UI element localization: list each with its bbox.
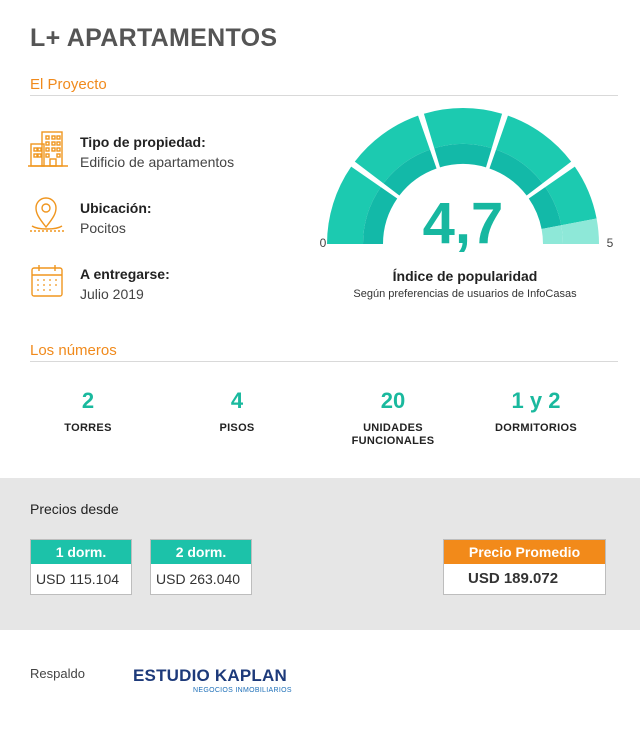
price-value: USD 263.040	[156, 571, 241, 587]
stat-floors	[177, 388, 297, 435]
logo-sub-text: NEGOCIOS INMOBILIARIOS	[193, 687, 292, 694]
price-2-bedroom	[150, 539, 252, 595]
popularity-gauge	[300, 104, 630, 264]
gauge-segment	[424, 108, 502, 148]
stat-value: 2	[81, 388, 95, 413]
property-type-label: Tipo de propiedad:	[80, 134, 206, 150]
average-price-header: Precio Promedio	[444, 540, 605, 564]
stat-value: 4	[230, 388, 244, 413]
price-value: USD 115.104	[36, 571, 120, 587]
section-heading-numbers: Los números	[30, 342, 117, 359]
stat-label: PISOS	[219, 422, 255, 434]
gauge-min-label: 0	[319, 236, 327, 250]
price-header: 2 dorm.	[151, 540, 251, 564]
estudio-kaplan-logo	[133, 666, 292, 695]
location-row	[28, 196, 288, 236]
average-price-value: USD 189.072	[468, 570, 559, 587]
location-label: Ubicación:	[80, 200, 152, 216]
delivery-label: A entregarse:	[80, 266, 170, 282]
gauge-value: 4,7	[422, 191, 504, 256]
stat-label: UNIDADES FUNCIONALES	[351, 422, 435, 447]
prices-label: Precios desde	[30, 501, 119, 517]
logo-main-text: ESTUDIO KAPLAN	[133, 666, 287, 685]
property-type-row	[28, 130, 288, 170]
stat-value: 20	[380, 388, 406, 413]
stat-value: 1 y 2	[511, 388, 561, 413]
location-value: Pocitos	[80, 220, 126, 236]
divider	[30, 95, 618, 96]
calendar-icon	[28, 262, 68, 302]
stat-bedrooms	[476, 388, 596, 435]
page-title: L+ APARTAMENTOS	[30, 24, 278, 52]
average-price	[443, 539, 606, 595]
stat-units	[333, 388, 453, 448]
delivery-value: Julio 2019	[80, 286, 144, 302]
popularity-title: Índice de popularidad	[392, 268, 538, 284]
backing-label: Respaldo	[30, 666, 85, 681]
stat-label: TORRES	[64, 422, 112, 434]
location-pin-icon	[28, 196, 68, 236]
stat-towers	[28, 388, 148, 435]
gauge-segment-inner	[434, 144, 491, 167]
divider	[30, 361, 618, 362]
property-type-value: Edificio de apartamentos	[80, 154, 235, 170]
popularity-subtitle: Según preferencias de usuarios de InfoCasas	[353, 288, 577, 300]
building-icon	[28, 130, 68, 170]
delivery-row	[28, 262, 288, 302]
gauge-max-label: 5	[606, 236, 614, 250]
section-heading-project: El Proyecto	[30, 76, 107, 93]
stat-label: DORMITORIOS	[495, 422, 577, 434]
prices-panel	[0, 478, 640, 630]
price-1-bedroom	[30, 539, 132, 595]
price-header: 1 dorm.	[31, 540, 131, 564]
